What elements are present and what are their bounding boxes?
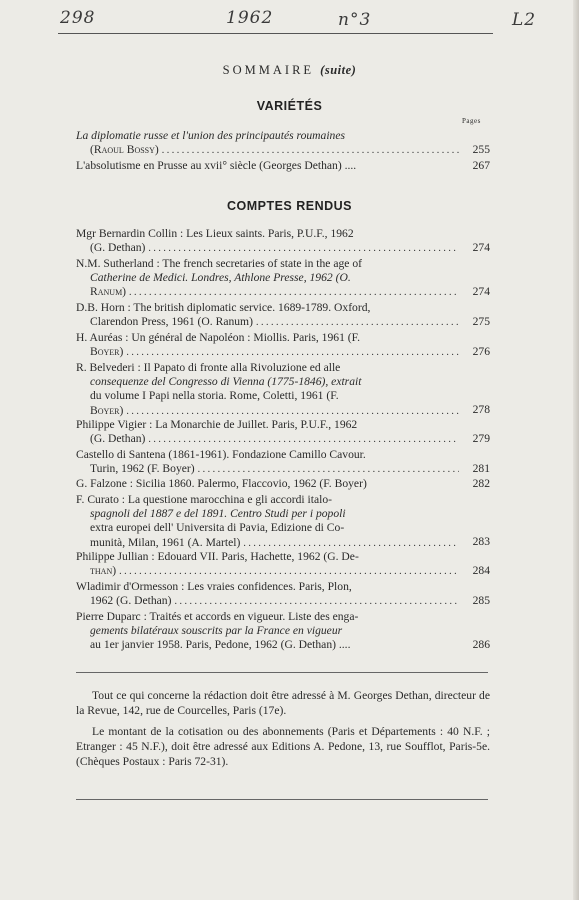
handwritten-year: 1962 (226, 8, 274, 28)
page-number: 282 (472, 477, 490, 490)
handwritten-issue: n°3 (338, 10, 372, 30)
page-number: 284 (472, 564, 490, 577)
varietes-heading: VARIÉTÉS (256, 99, 323, 113)
entry-line: extra europei dell' Universita di Pavia, Edizione di Co- (90, 521, 345, 535)
handwritten-code: L2 (512, 10, 537, 30)
entry-line: du volume I Papi nella storia. Rome, Coletti, 1961 (F. (90, 389, 339, 403)
handwritten-number: 298 (60, 8, 96, 28)
entry-line: than) ..... (76, 564, 462, 579)
divider (76, 672, 488, 673)
toc-entry (76, 257, 462, 301)
entry-line: Pierre Duparc : Traités et accords en vigueur. Liste des enga- (76, 610, 359, 623)
sommaire-suite: (suite) (320, 63, 357, 77)
entry-line: R. Belvederi : Il Papato di fronte alla Rivoluzione ed alle (76, 361, 341, 374)
page-number: 286 (472, 638, 490, 651)
page-number: 276 (472, 345, 490, 358)
pages-column-label: Pages (462, 117, 481, 125)
entry-line: Boyer) ..... (76, 345, 462, 360)
toc-entry (76, 448, 462, 477)
footer-paragraph-redaction: Tout ce qui concerne la rédaction doit être adressé à M. Georges Dethan, directeur de la Revue, 142, rue de Courcelles, Paris (17e). (76, 689, 490, 717)
comptes-heading: COMPTES RENDUS (226, 199, 353, 213)
entry-line: D.B. Horn : The british diplomatic service. 1689-1789. Oxford, (76, 301, 371, 314)
handwritten-underline (58, 33, 493, 34)
entry-line: au 1er janvier 1958. Paris, Pedone, 1962 (G. Dethan) .... (90, 638, 351, 652)
page-number: 285 (472, 594, 490, 607)
footer-paragraph-cotisation: Le montant de la cotisation ou des abonnements (Paris et Départements : 40 N.F. ; Etranger : 45 N.F.), doit être adressé aux Editions A. Pedone, 13, rue Soufflot, Paris-5e. (Chèques Postaux : Paris 72-31). (76, 725, 490, 768)
page-edge (573, 0, 579, 900)
entry-line: Catherine de Medici. Londres, Athlone Presse, 1962 (O. (90, 271, 351, 285)
toc-entry (76, 361, 462, 419)
page-number: 275 (472, 315, 490, 328)
toc-entry (76, 301, 462, 330)
entry-line: Ranum) ..... (76, 285, 462, 300)
toc-entry (76, 418, 462, 447)
entry-line: spagnoli del 1887 e del 1891. Centro Studi per i popoli (90, 507, 346, 521)
entry-line: (G. Dethan) ..... (76, 432, 462, 447)
page-number: 255 (472, 143, 490, 156)
sommaire-label: SOMMAIRE (222, 63, 315, 77)
toc-entry (76, 227, 462, 256)
entry-line: munità, Milan, 1961 (A. Martel) ..... (76, 536, 462, 551)
entry-line: consequenze del Congresso di Vienna (1775-1846), extrait (90, 375, 362, 389)
entry-line: gements bilatéraux souscrits par la France en vigueur (90, 624, 343, 638)
toc-entry (76, 610, 462, 653)
page-number: 281 (472, 462, 490, 475)
toc-entry (76, 159, 462, 173)
toc-entry (76, 493, 462, 551)
page-number: 283 (472, 535, 490, 548)
divider (76, 799, 488, 800)
entry-line: (Raoul Bossy) ..... (76, 143, 462, 158)
page-number: 274 (472, 285, 490, 298)
entry-line: 1962 (G. Dethan) ..... (76, 594, 462, 609)
entry-line: Wladimir d'Ormesson : Les vraies confidences. Paris, Plon, (76, 580, 352, 593)
entry-line: N.M. Sutherland : The french secretaries of state in the age of (76, 257, 362, 270)
entry-line: Clarendon Press, 1961 (O. Ranum) ..... (76, 315, 462, 330)
toc-entry (76, 550, 462, 579)
entry-line: La diplomatie russe et l'union des principautés roumaines (76, 129, 346, 142)
entry-line: Turin, 1962 (F. Boyer) ..... (76, 462, 462, 477)
entry-line: L'absolutisme en Prusse au xvii° siècle (Georges Dethan) .... (76, 159, 357, 172)
page-number: 274 (472, 241, 490, 254)
entry-line: (G. Dethan) ..... (76, 241, 462, 256)
toc-entry (76, 331, 462, 360)
entry-line: H. Auréas : Un général de Napoléon : Miollis. Paris, 1961 (F. (76, 331, 361, 344)
entry-line: G. Falzone : Sicilia 1860. Palermo, Flaccovio, 1962 (F. Boyer) (76, 477, 367, 490)
toc-entry (76, 580, 462, 609)
sommaire-title (0, 63, 579, 78)
page-number: 279 (472, 432, 490, 445)
toc-entry (76, 129, 462, 158)
entry-line: Philippe Vigier : La Monarchie de Juillet. Paris, P.U.F., 1962 (76, 418, 358, 431)
page-number: 267 (472, 159, 490, 172)
toc-entry (76, 477, 462, 491)
entry-line: Philippe Jullian : Edouard VII. Paris, Hachette, 1962 (G. De- (76, 550, 359, 563)
page-number: 278 (472, 403, 490, 416)
entry-line: Castello di Santena (1861-1961). Fondazione Camillo Cavour. (76, 448, 366, 461)
entry-line: F. Curato : La questione marocchina e gli accordi italo- (76, 493, 332, 506)
entry-line: Mgr Bernardin Collin : Les Lieux saints. Paris, P.U.F., 1962 (76, 227, 354, 240)
entry-line: Boyer) ..... (76, 404, 462, 419)
